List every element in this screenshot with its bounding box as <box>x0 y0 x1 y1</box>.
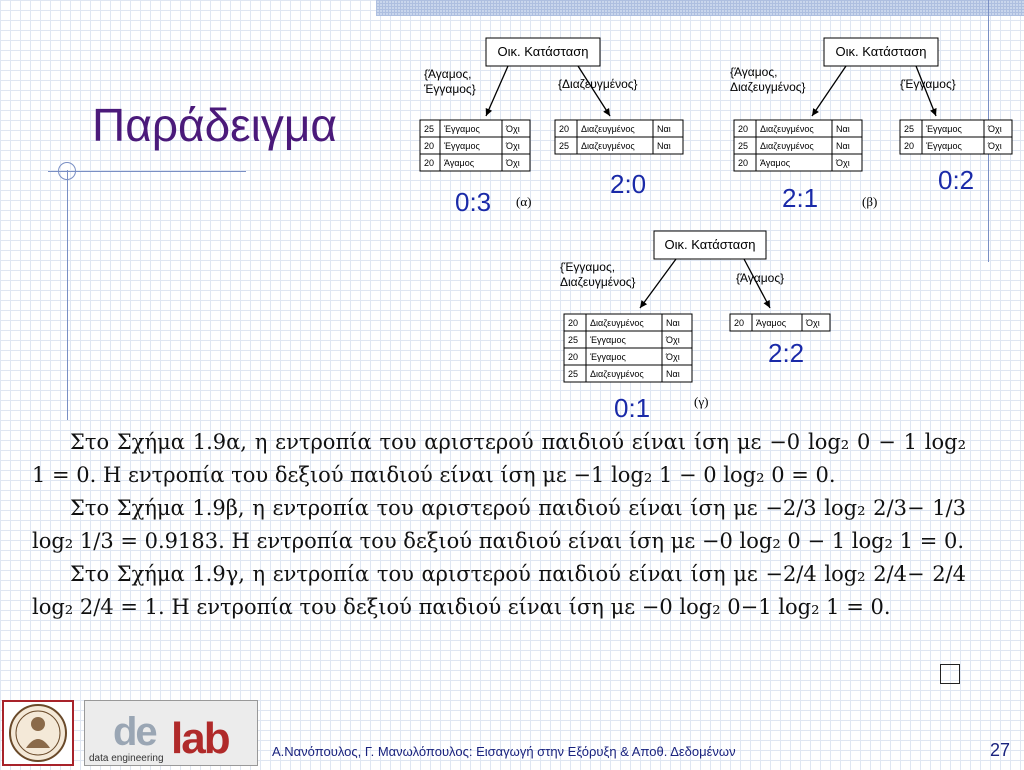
tree-edge <box>486 66 508 116</box>
root-node-label: Οικ. Κατάσταση <box>497 44 589 59</box>
left-class-count: 0:3 <box>455 187 492 217</box>
data-table <box>555 120 683 154</box>
arrow-head-icon <box>640 300 647 308</box>
svg-text:de: de <box>113 710 156 754</box>
left-edge-label: Διαζευγμένος} <box>560 275 636 289</box>
table-cell: 20 <box>734 318 745 328</box>
right-edge-label: {Άγαμος} <box>736 271 785 285</box>
page-number: 27 <box>990 740 1011 760</box>
table-cell: Διαζευγμένος <box>581 124 635 134</box>
table-cell: Έγγαμος <box>926 124 962 134</box>
qed-box-icon <box>940 664 960 684</box>
left-edge-label: Έγγαμος} <box>424 82 476 96</box>
left-edge-label: Διαζευγμένος} <box>730 80 806 94</box>
table-cell: Όχι <box>506 141 520 151</box>
paragraph-c: Στο Σχήμα 1.9γ, η εντροπία του αριστερού παιδιού είναι ίση με −2/4 log₂ 2/4− 2/4 log₂ 2/4 = 1. Η εντροπία του δεξιού παιδιού είναι ίση με −0 log₂ 0−1 log₂ 1 = 0. <box>32 562 966 619</box>
logo-caption: data engineering <box>89 753 164 764</box>
left-edge-label: {Άγαμος, <box>424 67 472 81</box>
left-class-count: 2:1 <box>782 183 819 213</box>
paragraph-b: Στο Σχήμα 1.9β, η εντροπία του αριστερού παιδιού είναι ίση με −2/3 log₂ 2/3− 1/3 log₂ 1/3 = 0.9183. Η εντροπία του δεξιού παιδιού είναι ίση με −0 log₂ 0 − 1 log₂ 1 = 0. <box>32 496 966 553</box>
tree-edge <box>578 66 610 116</box>
table-cell: 25 <box>424 124 435 134</box>
table-cell: Έγγαμος <box>590 352 626 362</box>
table-cell: Ναι <box>657 124 671 134</box>
table-cell: 25 <box>568 369 579 379</box>
table-cell: Διαζευγμένος <box>581 141 635 151</box>
table-cell: Όχι <box>666 352 680 362</box>
footer-citation: Α.Νανόπουλος, Γ. Μανωλόπουλος: Εισαγωγή στην Εξόρυξη & Αποθ. Δεδομένων <box>272 744 736 759</box>
table-cell: Όχι <box>988 141 1002 151</box>
table-cell: 25 <box>559 141 570 151</box>
entropy-explanation <box>32 426 966 624</box>
right-class-count: 0:2 <box>938 165 975 195</box>
table-cell: 20 <box>738 124 749 134</box>
tree-edge <box>640 259 676 308</box>
table-cell: Έγγαμος <box>444 124 480 134</box>
right-edge-label: {Έγγαμος} <box>900 77 956 91</box>
table-cell: Ναι <box>657 141 671 151</box>
table-cell: Διαζευγμένος <box>590 369 644 379</box>
root-node-label: Οικ. Κατάσταση <box>835 44 927 59</box>
right-class-count: 2:0 <box>610 169 647 199</box>
tree-a <box>420 38 683 217</box>
slide-title: Παράδειγμα <box>92 99 338 151</box>
arrow-head-icon <box>603 108 610 116</box>
table-cell: 20 <box>559 124 570 134</box>
data-table <box>734 120 862 171</box>
data-table <box>730 314 830 331</box>
left-class-count: 2:2 <box>768 338 805 368</box>
table-cell: Διαζευγμένος <box>760 141 814 151</box>
root-node-label: Οικ. Κατάσταση <box>664 237 756 252</box>
table-cell: Όχι <box>806 318 820 328</box>
table-cell: Όχι <box>988 124 1002 134</box>
table-cell: Άγαμος <box>444 158 475 168</box>
table-cell: Άγαμος <box>756 318 787 328</box>
tree-b <box>730 38 1012 213</box>
table-cell: 20 <box>568 318 579 328</box>
delab-logo <box>84 700 258 766</box>
tree-c <box>560 231 830 423</box>
data-table <box>900 120 1012 154</box>
tree-edge <box>916 66 936 116</box>
university-seal-logo <box>2 700 74 766</box>
table-cell: Ναι <box>836 124 850 134</box>
right-class-count: 0:1 <box>614 393 651 423</box>
table-cell: Όχι <box>666 335 680 345</box>
left-edge-label: {Άγαμος, <box>730 65 778 79</box>
table-cell: 25 <box>738 141 749 151</box>
table-cell: 20 <box>738 158 749 168</box>
arrow-head-icon <box>812 108 819 116</box>
data-table <box>420 120 530 171</box>
table-cell: Ναι <box>666 369 680 379</box>
table-cell: 20 <box>424 158 435 168</box>
left-edge-label: {Έγγαμος, <box>560 260 616 274</box>
data-table <box>564 314 692 382</box>
table-cell: Διαζευγμένος <box>760 124 814 134</box>
right-edge-label: {Διαζευγμένος} <box>558 77 638 91</box>
table-cell: Έγγαμος <box>926 141 962 151</box>
figure-caption: (α) <box>516 194 532 209</box>
table-cell: Έγγαμος <box>590 335 626 345</box>
table-cell: Όχι <box>836 158 850 168</box>
tree-edge <box>812 66 846 116</box>
paragraph-a: Στο Σχήμα 1.9α, η εντροπία του αριστερού παιδιού είναι ίση με −0 log₂ 0 − 1 log₂ 1 = 0. Η εντροπία του δεξιού παιδιού είναι ίση με −1 log₂ 1 − 0 log₂ 0 = 0. <box>32 430 966 487</box>
table-cell: Διαζευγμένος <box>590 318 644 328</box>
table-cell: Όχι <box>506 124 520 134</box>
table-cell: 20 <box>904 141 915 151</box>
figure-caption: (γ) <box>694 394 709 409</box>
table-cell: Ναι <box>666 318 680 328</box>
figure-caption: (β) <box>862 194 878 209</box>
svg-text:lab: lab <box>171 714 229 763</box>
table-cell: Ναι <box>836 141 850 151</box>
table-cell: Όχι <box>506 158 520 168</box>
table-cell: 25 <box>904 124 915 134</box>
table-cell: Άγαμος <box>760 158 791 168</box>
table-cell: 25 <box>568 335 579 345</box>
table-cell: 20 <box>568 352 579 362</box>
table-cell: Έγγαμος <box>444 141 480 151</box>
table-cell: 20 <box>424 141 435 151</box>
